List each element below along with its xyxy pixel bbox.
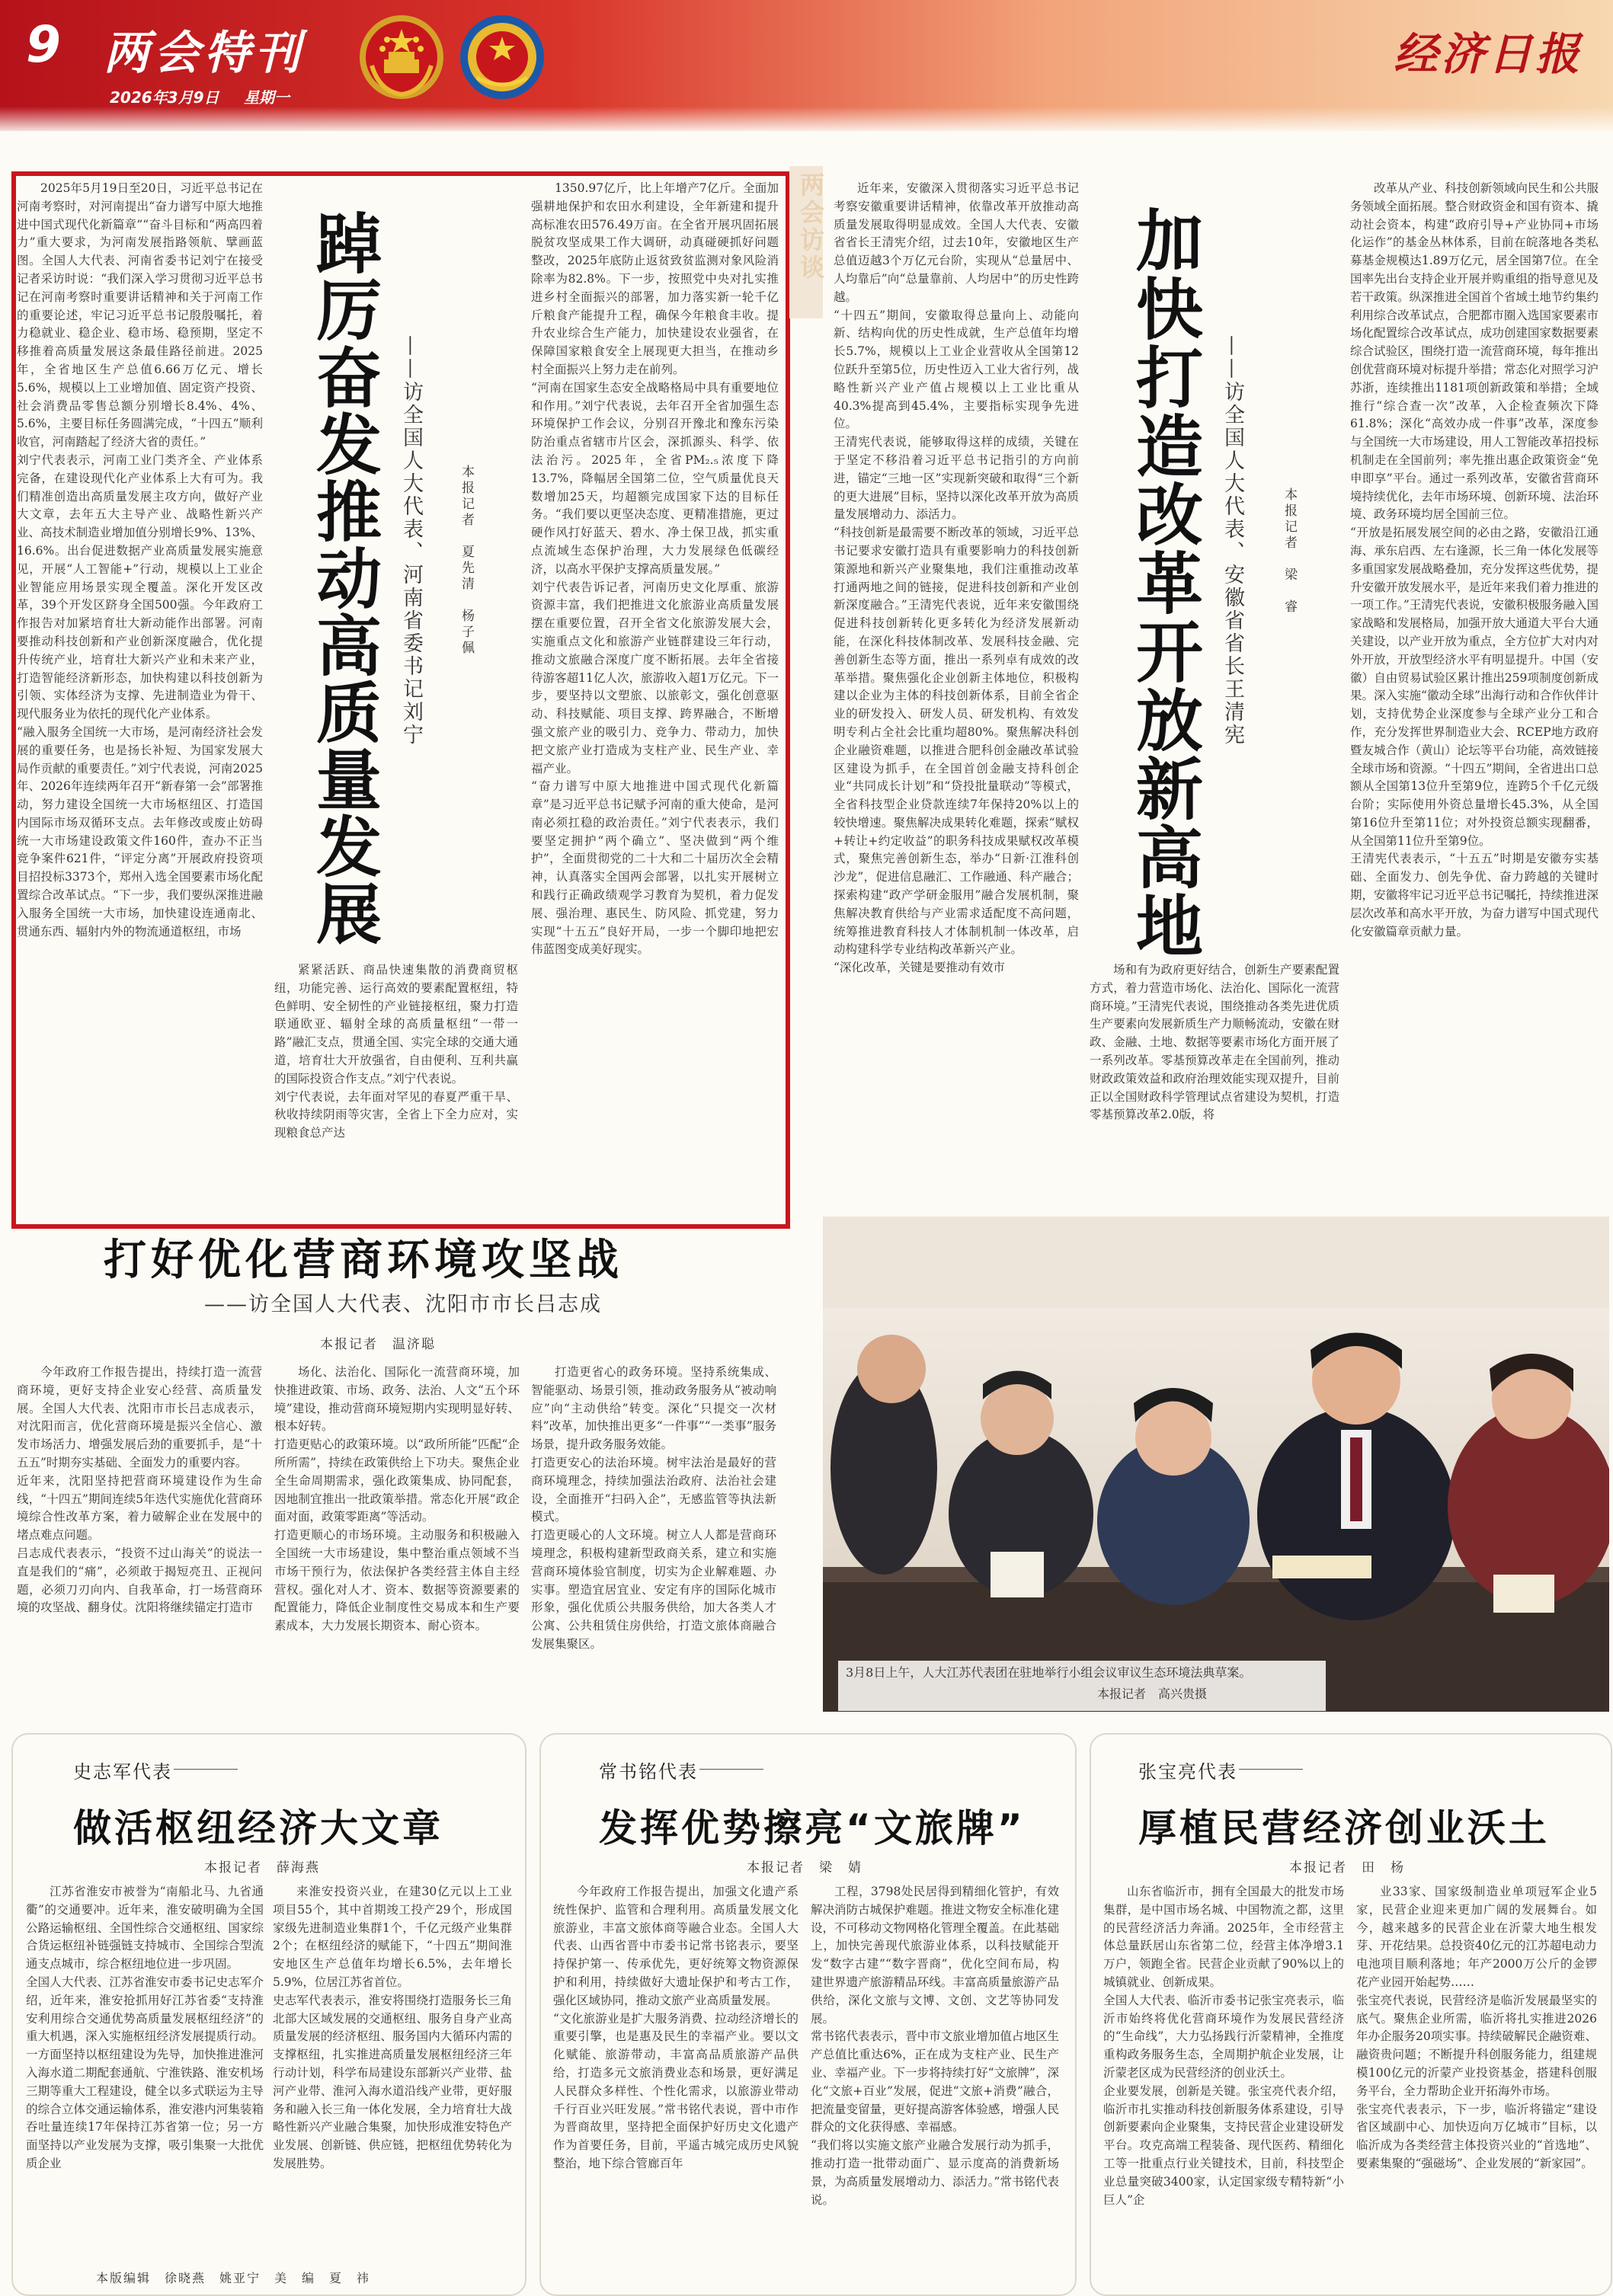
article1-subhead: ——访全国人大代表、河南省委书记刘宁 bbox=[399, 335, 423, 747]
footer-editors: 本版编辑 徐晓燕 姚亚宁 美 编 夏 祎 bbox=[91, 2269, 375, 2286]
photo-credit: 本报记者 高兴贵摄 bbox=[1097, 1687, 1208, 1701]
news-photo bbox=[823, 1217, 1609, 1712]
article1-headline: 踔厉奋发推动高质量发展 bbox=[305, 209, 381, 947]
cppcc-emblem-icon bbox=[457, 12, 547, 102]
article3-column-2: 场化、法治化、国际化一流营商环境，加快推进政策、市场、政务、法治、人文“五个环境”建设，推动营商环境短期内实现明显好转、根本好转。 打造更贴心的政策环境。以“政所所能”匹配“企所所需”，持续在政策供给上下功夫。聚焦企业全生命周期需求，强化政策集成、协同配套，因地制宜推出一批政策举措。常态化开展“政企面对面，政策零距离”等活动。 打造更顺心的市场环境。主动服务和积极融入全国统一大市场建设，集中整治重点领域不当市场干预行为，依法保护各类经营主体自主经营权。强化对人才、资本、数据等资源要素的配置能力，降低企业制度性交易成本和生产要素成本，大力发展长期资本、耐心资本。 bbox=[274, 1365, 520, 1633]
rep2-title: 发挥优势擦亮“文旅牌” bbox=[599, 1806, 1026, 1850]
issue-weekday: 星期一 bbox=[244, 88, 290, 107]
rep2-label: 常书铭代表 bbox=[599, 1761, 698, 1783]
rep2-column-1: 今年政府工作报告提出，加强文化遗产系统性保护、监管和合理利用。高质量发展文化旅游业，丰富文旅体商等融合业态。全国人大代表、山西省晋中市委书记常书铭表示，要坚持保护第一、传承优先，更好统筹文物资源保护和利用，持续做好大遗址保护和考古工作，强化区域协同，推动文旅产业高质量发展。 “文化旅游业是扩大服务消费、拉动经济增长的重要引擎，也是惠及民生的幸福产业。要以文化赋能、旅游带动，丰富高品质旅游产品供给，打造多元文旅消费业态和场景，更好满足人民群众多样性、个性化需求，以旅游业带动千行百业兴旺发展。”常书铭代表说，晋中市作为晋商故里，坚持把全面保护好历史文化遗产作为首要任务，目前，平遥古城完成历史风貌整治，地下综合管廊百年 bbox=[553, 1885, 798, 2170]
photo-caption: 3月8日上午，人大江苏代表团在驻地举行小组会议审议生态环境法典草案。 bbox=[846, 1665, 1252, 1680]
article1-column-2: 紧紧活跃、商品快速集散的消费商贸枢纽，功能完善、运行高效的要素配置枢纽，特色鲜明、安全韧性的产业链接枢纽，聚力打造联通欧亚、辐射全球的高质量枢纽“一带一路”融汇支点，贯通全国、实完全球的交通大通道，培育壮大开放强省，自由便利、互利共赢的国际投资合作支点。”刘宁代表说。 刘宁代表说，去年面对罕见的春夏严重干旱、秋收持续阴雨等灾害，全省上下全力应对，实现粮食总产达 bbox=[274, 963, 518, 1140]
article1-column-1: 2025年5月19日至20日，习近平总书记在河南考察时，对河南提出“奋力谱写中原大地推进中国式现代化新篇章”“奋斗目标和“两高四着力”重大要求，为河南发展指路领航、擘画蓝图。全国人大代表、河南省委书记刘宁在接受记者采访时说：“我们深入学习贯彻习近平总书记在河南考察时重要讲话精神和关于河南工作的重要论述，牢记习近平总书记殷殷嘱托，着力稳就业、稳企业、稳市场、稳预期，坚定不移推着高质量发展这条最佳路径前进。2025年，全省地区生产总值6.66万亿元、增长5.6%，规模以上工业增加值、固定资产投资、社会消费品零售总额分别增长8.4%、4%、5.6%，主要目标任务圆满完成，“十四五”顺利收官，河南踏起了经济大省的责任。” 刘宁代表表示，河南工业门类齐全、产业体系完备，在建设现代化产业体系上大有可为。我们精准创造出高质量发展主攻方向，做好产业大文章，去年五大主导产业、战略性新兴产业、高技术制造业增加值分别增长9%、13%、16.6%。出台促进数据产业高质量发展实施意见，开展“人工智能+”行动，规模以上工业企业智能应用场景实现全覆盖。深化开发区改革，39个开发区跻身全国500强。今年政府工作报告对加紧培育壮大新动能作出部署。河南要推动科技创新和产业创新深度融合，优化提升传统产业，培育壮大新兴产业和未来产业，打造智能经济新形态，加快构建以科技创新为引领、实体经济为支撑、先进制造业为骨干、现代服务业为依托的现代化产业体系。 “融入服务全国统一大市场，是河南经济社会发展的重要任务，也是扬长补短、为国家发展大局作贡献的重要责任。”刘宁代表说，河南2025年、2026年连续两年召开“新春第一会”部署推动，努力建设全国统一大市场枢纽区、打造国内国际市场双循环支点。去年修改或废止妨碍统一大市场建设政策文件160件，查办不正当竞争案件621件，“评定分离”开展政府投资项目招投标3373个，郑州入选全国要素市场化配置综合改革试点。“下一步，我们要纵深推进融入服务全国统一大市场，加快建设连通南北、贯通东西、辐射内外的物流通道枢纽，市场 bbox=[17, 181, 263, 939]
rep3-byline: 本报记者 田 杨 bbox=[1289, 1860, 1405, 1875]
rep1-byline: 本报记者 薛海燕 bbox=[204, 1860, 320, 1875]
rep3-column-2: 业33家、国家级制造业单项冠军企业5家，民营企业迎来更加广阔的发展舞台。如今，越来越多的民营企业在沂蒙大地生根发芽、开花结果。总投资40亿元的江苏超电动力电池项目顺利落地；年产2000万公斤的金锣花产业园开始起势…… 张宝亮代表说，民营经济是临沂发展最坚实的底气。聚焦企业所需，临沂将扎实推进2026年办企服务20项实事。持续破解民企融资难、融资贵问题；不断提升科创服务能力，组建规模100亿元的沂蒙产业投资基金，搭建科创服务平台，全力帮助企业开拓海外市场。 张宝亮代表表示，下一步，临沂将锚定“建设省区域副中心、加快迈向万亿城市”目标，以临沂成为各类经营主体投资兴业的“首选地”、要素集聚的“强磁场”、企业发展的“新家园”。 bbox=[1356, 1885, 1597, 2170]
article3-byline: 本报记者 温济聪 bbox=[320, 1337, 436, 1352]
rep3-label-line bbox=[1239, 1769, 1303, 1770]
article3-subhead: ——访全国人大代表、沈阳市市长吕志成 bbox=[204, 1293, 602, 1316]
masthead-white-band bbox=[0, 107, 1613, 137]
article1-column-3: 1350.97亿斤，比上年增产7亿斤。全面加强耕地保护和农田水利建设，全年新建和提升高标准农田576.49万亩。在全省开展巩固拓展脱贫攻坚成果工作大调研，动真碰硬抓好问题整改，2025年底防止返贫致贫监测对象风险消除率为82.8%。下一步，按照党中央对扎实推进乡村全面振兴的部署，加力落实新一轮千亿斤粮食产能提升工程，确保今年粮食丰收。提升农业综合生产能力，加快建设农业强省，在保障国家粮食安全上展现更大担当，在推动乡村全面振兴上努力走在前列。 “河南在国家生态安全战略格局中具有重要地位和作用。”刘宁代表说，去年召开全省加强生态环境保护工作会议，分别召开豫北和豫东污染防治重点省辖市片区会，深抓源头、科学、依法治污。2025年，全省PM₂.₅浓度下降13.7%，降幅居全国第二位，空气质量优良天数增加25天，均超额完成国家下达的目标任务。“我们要以更坚决态度、更精准措施，更过硬作风打好蓝天、碧水、净土保卫战，抓实重点流域生态保护治理，大力发展绿色低碳经济，以高水平保护支撑高质量发展。” 刘宁代表告诉记者，河南历史文化厚重、旅游资源丰富，我们把推进文化旅游业高质量发展摆在重要位置，召开全省文化旅游发展大会，实施重点文化和旅游产业链群建设三年行动，推动文旅融合深度广度不断拓展。去年全省接待游客超11亿人次，旅游收入超1万亿元。下一步，要坚持以文塑旅、以旅彰文，强化创意驱动、科技赋能、项目支撑、跨界融合，不断增强文旅产业的吸引力、竞争力、带动力，加快把文旅产业打造成为支柱产业、民生产业、幸福产业。 “奋力谱写中原大地推进中国式现代化新篇章”是习近平总书记赋予河南的重大使命，是河南必须扛稳的政治责任。”刘宁代表表示，我们要坚定拥护“两个确立”、坚决做到“两个维护”，全面贯彻党的二十大和二十届历次全会精神，认真落实全国两会部署，以扎实开展树立和践行正确政绩观学习教育为契机，着力促发展、强治理、惠民生、防风险、抓党建，努力实现“十五五”良好开局，一步一个脚印地把宏伟蓝图变成美好现实。 bbox=[531, 181, 779, 957]
article2-subhead: ——访全国人大代表、安徽省省长王清宪 bbox=[1221, 335, 1244, 747]
rep2-column-2: 工程，3798处民居得到精细化管护，有效解决消防古城保护难题。推进文物安全标准化建设，不可移动文物网格化管理全覆盖。在此基础上，加快完善现代旅游业体系，以科技赋能开发“数字古建”“数字晋商”，优化空间布局，构建世界遗产旅游精品环线。丰富高质量旅游产品供给，深化文旅与文博、文创、文艺等协同发展。 常书铭代表表示，晋中市文旅业增加值占地区生产总值比重达6%，正在成为支柱产业、民生产业、幸福产业。下一步将持续打好“文旅牌”，深化“文旅+百业”发展，促进“文旅+消费”融合，把流量变留量，更好提高游客体验感，增强人民群众的文化获得感、幸福感。 “我们将以实施文旅产业融合发展行动为抓手，推动打造一批带动面广、显示度高的消费新场景，为高质量发展增动力、添活力。”常书铭代表说。 bbox=[811, 1885, 1059, 2207]
page-number: 9 bbox=[26, 15, 61, 74]
article2-column-1: 近年来，安徽深入贯彻落实习近平总书记考察安徽重要讲话精神，依靠改革开放推动高质量发展取得明显成效。全国人大代表、安徽省省长王清宪介绍，过去10年，安徽地区生产总值迈越3个万亿元台阶，实现从“总量居中、人均靠后”向“总量靠前、人均居中”的历史性跨越。 “十四五”期间，安徽取得总量向上、动能向新、结构向优的历史性成就，生产总值年均增长5.7%，规模以上工业企业营收从全国第12位跃升至第5位，历史性迈入工业大省行列，战略性新兴产业产值占规模以上工业比重从40.3%提高到45.4%，主要指标实现争先进位。 王清宪代表说，能够取得这样的成绩，关键在于坚定不移沿着习近平总书记指引的方向前进，锚定“三地一区”实现新突破和取得“三个新的更大进展”目标，坚持以深化改革开放为高质量发展增动力、添活力。 “科技创新是最需要不断改革的领域，习近平总书记要求安徽打造具有重要影响力的科技创新策源地和新兴产业聚集地，我们注重推动改革打通两地之间的链接，促进科技创新和产业创新深度融合。”王清宪代表说，近年来安徽围绕促进科技创新转化更多转化为经济发展新动能，在深化科技体制改革、发展科技金融、完善创新生态等方面，推出一系列卓有成效的改革举措。聚焦强化企业创新主体地位，积极构建以企业为主体的科技创新体系，目前全省企业的研发投入、研发人员、研发机构、有效发明专利占全社会比重均超80%。聚焦解决科创企业融资难题，以推进合肥科创金融改革试验区建设为抓手，在全国首创金融支持科创企业“共同成长计划”和“贷投批量联动”等模式，全省科技型企业贷款连续7年保持20%以上的较快增速。聚焦解决成果转化难题，探索“赋权+转让+约定收益”的职务科技成果赋权改革模式，聚焦完善创新生态，举办“日新·江淮科创沙龙”，促进信息融汇、工作融通、科产融合；探索构建“政产学研金服用”融合发展机制，聚焦解决教育供给与产业需求适配度不高问题，统筹推进教育科技人才体制机制一体改革，启动构建科学专业结构改革新兴产业。 “深化改革，关键是要推动有效市 bbox=[834, 181, 1079, 975]
rep1-title: 做活枢纽经济大文章 bbox=[73, 1806, 443, 1850]
rep1-label: 史志军代表 bbox=[73, 1761, 172, 1783]
rep2-byline: 本报记者 梁 婧 bbox=[747, 1860, 863, 1875]
rep3-label: 张宝亮代表 bbox=[1138, 1761, 1237, 1783]
section-title: 两会特刊 bbox=[104, 27, 305, 80]
article2-column-3: 改革从产业、科技创新领域向民生和公共服务领域全面拓展。整合财政资金和国有资本、撬动社会资本，构建“政府引导+产业协同+市场化运作”的基金丛林体系，目前在皖落地各类私募基金规模达1.89万亿元，居全国第7位。在全国率先出台支持企业开展并购重组的指导意见及若干政策。纵深推进全国首个省域土地节约集约利用综合改革试点，合肥都市圈入选国家要素市场化配置综合改革试点，成功创建国家数据要素综合试验区，围绕打造一流营商环境，每年推出创优营商环境对标提升举措；常态化对照学习沪苏浙，连续推出1181项创新政策和举措；全域推行“综合查一次”改革，入企检查频次下降61.8%；深化“高效办成一件事”改革，深度参与全国统一大市场建设，用人工智能改革招投标机制走在全国前列；率先推出惠企政策资金“免申即享”平台。通过一系列改革，安徽省营商环境持续优化，去年市场环境、创新环境、法治环境、政务环境均居全国前三位。 “开放是拓展发展空间的必由之路，安徽沿江通海、承东启西、左右逢源，长三角一体化发展等多重国家发展战略叠加，充分发挥这些优势，提升安徽开放发展水平，是近年来我们着力推进的一项工作。”王清宪代表说，安徽积极服务融入国家战略和发展格局，加强开放大通道大平台大通关建设，以产业开放为重点，全方位扩大对内对外开放，开放型经济水平有明显提升。中国（安徽）自由贸易试验区累计推出259项制度创新成果。深入实施“徽动全球”出海行动和合作伙伴计划，支持优势企业深度参与全球产业分工和合作，充分发挥世界制造业大会、RCEP地方政府暨友城合作（黄山）论坛等平台功能，高效链接全球市场和资源。“十四五”期间，全省进出口总额从全国第13位升至第9位，连跨5个千亿元级台阶；实际使用外资总量增长45.3%，从全国第16位升至第11位；对外投资总额实现翻番，从全国第11位升至第9位。 王清宪代表表示，“十五五”时期是安徽夯实基础、全面发力、创先争优、奋力跨越的关键时期，安徽将牢记习近平总书记嘱托，持续推进深层次改革和高水平开放，为奋力谱写中国式现代化安徽篇章贡献力量。 bbox=[1350, 181, 1599, 939]
article3-column-1: 今年政府工作报告提出，持续打造一流营商环境，更好支持企业安心经营、高质量发展。全国人大代表、沈阳市市长吕志成表示，对沈阳而言，优化营商环境是振兴全信心、激发市场活力、增强发展后劲的重要抓手，是“十五五”时期夯实基础、全面发力的重要内容。 近年来，沈阳坚持把营商环境建设作为生命线，“十四五”期间连续5年迭代实施优化营商环境综合性改革方案，着力破解企业在发展中的堵点难点问题。 吕志成代表表示，“投资不过山海关”的说法一直是我们的“痛”，必须敢于揭短亮丑、正视问题，必须刀刃向内、自我革命，打一场营商环境的攻坚战、翻身仗。沈阳将继续锚定打造市 bbox=[17, 1365, 262, 1615]
rep1-column-2: 来淮安投资兴业，在建30亿元以上工业项目55个，其中首期竣工投产29个，形成国家级先进制造业集群1个，千亿元级产业集群2个；在枢纽经济的赋能下，“十四五”期间淮安地区生产总值年均增长6.5%，去年增长5.9%，位居江苏省首位。 史志军代表表示，淮安将围绕打造服务长三角北部大区域发展的交通枢纽、服务自身产业高质量发展的经济枢纽、服务国内大循环内需的支撑枢纽，扎实推进高质量发展枢纽经济三年行动计划，科学布局建设东部新兴产业带、盐河产业带、淮河入海水道沿线产业带，更好服务和融入长三角一体化发展，全力培育壮大战略性新兴产业融合集聚，加快形成淮安特色产业发展、创新链、供应链，把枢纽优势转化为发展胜势。 bbox=[273, 1885, 512, 2170]
rep1-column-1: 江苏省淮安市被誉为“南船北马、九省通衢”的交通要冲。近年来，淮安破明确为全国公路运输枢纽、全国性综合交通枢纽、国家综合货运枢纽补链强链支持城市、全国综合型流通支点城市，综合枢纽地位进一步巩固。 全国人大代表、江苏省淮安市委书记史志军介绍，近年来，淮安抢抓用好江苏省委“支持淮安利用综合交通优势高质量发展枢纽经济”的重大机遇，深入实施枢纽经济发展提质行动。一方面坚持以枢纽建设为先导，加快推进淮河入海水道二期配套通航、宁淮铁路、淮安机场三期等重大工程建设，健全以多式联运为主导的综合立体交通运输体系，淮安港内河集装箱吞吐量连续17年保持江苏省第一位；另一方面坚持以产业发展为支撑，吸引集聚一大批优质企业 bbox=[26, 1885, 264, 2170]
rep3-title: 厚植民营经济创业沃土 bbox=[1138, 1806, 1550, 1850]
newspaper-name: 经济日报 bbox=[1393, 28, 1583, 80]
rep2-label-line bbox=[699, 1769, 763, 1770]
rep3-column-1: 山东省临沂市，拥有全国最大的批发市场集群，是中国市场名城、中国物流之都，这里的民营经济活力奔涌。2025年，全市经营主体总量跃居山东省第二位，经营主体净增3.1万户，领跑全省。民营企业贡献了90%以上的城镇就业、创新成果。 全国人大代表、临沂市委书记张宝亮表示，临沂市始终将优化营商环境作为发展民营经济的“生命线”，大力弘扬践行沂蒙精神，全推度重构政务服务生态，全周期护航企业发展，让沂蒙老区成为民营经济的创业沃土。 企业要发展，创新是关键。张宝亮代表介绍，临沂市扎实推动科技创新服务体系建设，引导创新要素向企业聚集，支持民营企业建设研发平台。攻克高端工程装备、现代医药、精细化工等一批重点行业关键技术，目前，科技型企业总量突破3400家，认定国家级专精特新“小巨人”企 bbox=[1103, 1885, 1344, 2207]
article1-byline: 本报记者 夏先清 杨子佩 bbox=[459, 465, 474, 657]
article2-byline: 本报记者 梁 睿 bbox=[1282, 488, 1297, 616]
interview-section-tag-text: 两会访谈 bbox=[796, 172, 825, 282]
article3-column-3: 打造更省心的政务环境。坚持系统集成、智能驱动、场景引领，推动政务服务从“被动响应”向“主动供给”转变。深化“只提交一次材料”改革，加快推出更多“一件事”“一类事”服务场景，提升政务服务效能。 打造更安心的法治环境。树牢法治是最好的营商环境理念，持续加强法治政府、法治社会建设，全面推开“扫码入企”，无感监管等执法新模式。 打造更暖心的人文环境。树立人人都是营商环境理念，积极构建新型政商关系，建立和实施营商环境体验官制度，切实为企业解难题、办实事。塑造宜居宜业、安定有序的国际化城市形象，强化优质公共服务供给，加大各类人才公寓、公共租赁住房供给，打造文旅体商融合发展集聚区。 bbox=[531, 1365, 776, 1651]
rep1-label-line bbox=[174, 1769, 238, 1770]
article2-headline: 加快打造改革开放新高地 bbox=[1125, 206, 1204, 960]
national-emblem-icon bbox=[357, 12, 446, 102]
article2-column-2: 场和有为政府更好结合，创新生产要素配置方式，着力营造市场化、法治化、国际化一流营商环境。”王清宪代表说，围绕推动各类先进优质生产要素向发展新质生产力顺畅流动，安徽在财政、金融、土地、数据等要素市场化方面开展了一系列改革。零基预算改革走在全国前列，推动财政政策效益和政府治理效能实现双提升，目前正以全国财政科学管理试点省建设为契机，打造零基预算改革2.0版，将 bbox=[1090, 963, 1339, 1122]
article3-headline: 打好优化营商环境攻坚战 bbox=[104, 1236, 623, 1285]
issue-date: 2026年3月9日 bbox=[110, 88, 219, 107]
